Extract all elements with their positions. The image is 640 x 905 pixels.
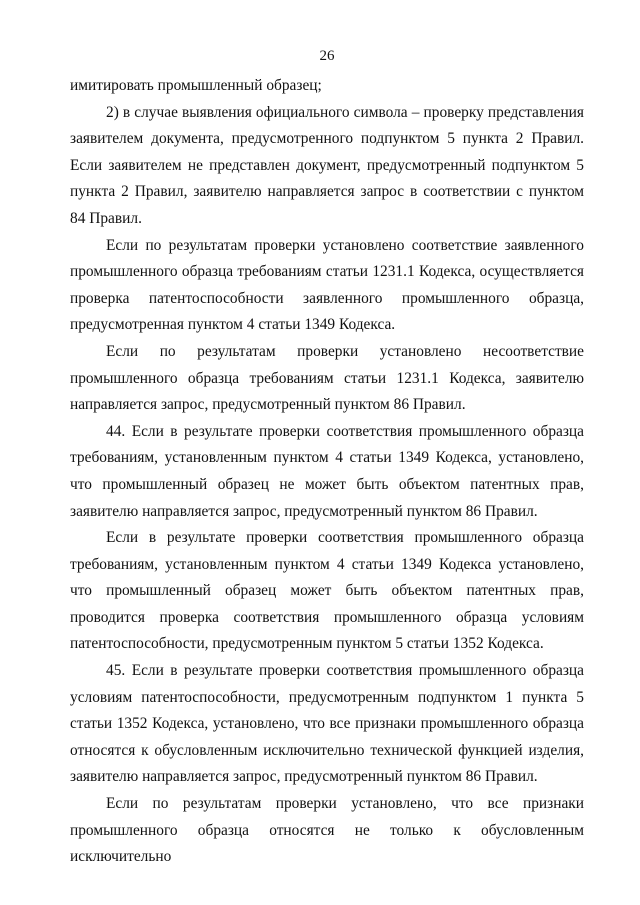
paragraph-2: 2) в случае выявления официального символа – проверку представления заявителем документа, предусмотренного подпунктом 5 пункта 2 Правил. Если заявителем не представлен документ, предусмотренный подпунктом 5 пункта 2 Правил, заявителю направляется запрос в соответствии с пунктом 84 Правил.: [70, 103, 584, 227]
paragraph-4: Если по результатам проверки установлено несоответствие промышленного образца требованиям статьи 1231.1 Кодекса, заявителю направляется запрос, предусмотренный пунктом 86 Правил.: [70, 342, 584, 414]
paragraph-6: Если в результате проверки соответствия промышленного образца требованиям, установленным пунктом 4 статьи 1349 Кодекса установлено, что промышленный образец может быть объектом патентных прав, проводится проверка соответствия промышленного образца условиям патентоспособности, предусмотренным пунктом 5 статьи 1352 Кодекса.: [70, 529, 584, 653]
paragraph-5: 44. Если в результате проверки соответствия промышленного образца требованиям, установленным пунктом 4 статьи 1349 Кодекса, установлено, что промышленный образец не может быть объектом патентных прав, заявителю направляется запрос, предусмотренный пунктом 86 Правил.: [70, 422, 584, 520]
paragraph-7: 45. Если в результате проверки соответствия промышленного образца условиям патентоспособности, предусмотренным подпунктом 1 пункта 5 статьи 1352 Кодекса, установлено, что все признаки промышленного образца относятся к обусловленным исключительно технической функцией изделия, заявителю направляется запрос, предусмотренный пунктом 86 Правил.: [70, 662, 584, 786]
document-body: [70, 73, 584, 871]
paragraph-1: имитировать промышленный образец;: [70, 77, 322, 94]
page-number: 26: [319, 48, 335, 64]
paragraph-8: Если по результатам проверки установлено, что все признаки промышленного образца относятся не только к обусловленным исключительно: [70, 795, 584, 866]
paragraph-3: Если по результатам проверки установлено соответствие заявленного промышленного образца требованиям статьи 1231.1 Кодекса, осуществляется проверка патентоспособности заявленного промышленного образца, предусмотренная пунктом 4 статьи 1349 Кодекса.: [70, 236, 584, 334]
